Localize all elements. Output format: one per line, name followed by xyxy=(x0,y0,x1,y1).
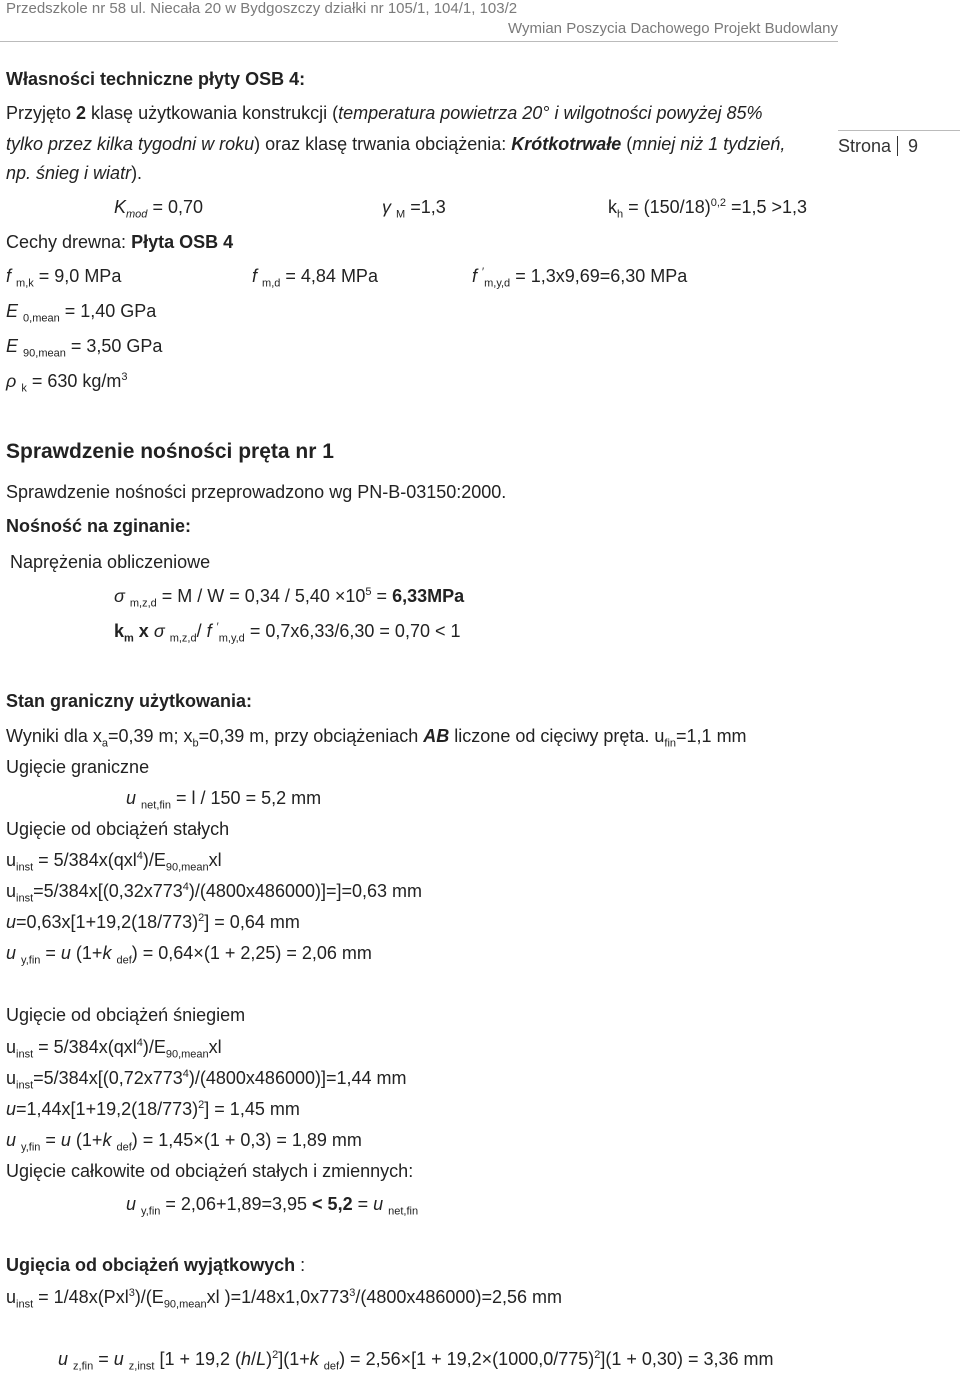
density-value: ρ $_k$ = 630 $kg/m^3$ xyxy=(6,371,128,395)
header-project-title: Wymian Poszycia Dachowego Projekt Budowlany xyxy=(507,20,838,37)
page-label: Strona xyxy=(838,136,892,156)
permanent-ufin-calc: u $_{y,fin}$ = u (1+k $_{def}$) = 0,64×(1 + 2,25) = 2,06 mm xyxy=(6,943,372,967)
kmod-formula: $K_{mod} = 0,70$ xyxy=(114,197,203,221)
bending-check-formula: $k_m$ x σ $_{m,z,d}$/ f ′$_{m,y,d}$ = 0,7x6,33/6,30 = 0,70 < 1 xyxy=(114,621,461,645)
e0-mean-value: E $_{0,mean}$ = 1,40 GPa xyxy=(6,301,157,325)
e90-mean-value: E $_{90,mean}$ = 3,50 GPa xyxy=(6,336,163,360)
results-line: Wyniki dla $x_a=0,39$ m; $x_b=0,39$ m, przy obciążeniach AB liczone od cięciwy pręta. $u_{fin}=1,1$ mm xyxy=(6,726,747,750)
page-number-value: 9 xyxy=(897,136,918,156)
exceptional-ufin-calc: u $_{z,fin}$ = u $_{z,inst}$ [1 + 19,2 $(h/L)^2](1+k$ $_{def}) = 2,56\times[1 + 19,2\times(1000,0/775)^2](1 + 0,30) = 3,36$ mm xyxy=(58,1349,774,1373)
gamma-formula: γ $_M$ =1,3 xyxy=(382,197,446,221)
permanent-uinst-formula: $u_{inst} = 5/384x(qxl^4)/E_{90,mean}xl$ xyxy=(6,850,222,874)
wood-properties-label: Cechy drewna: Płyta OSB 4 xyxy=(6,232,234,252)
header-document-title: Przedszkole nr 58 ul. Niecała 20 w Bydgoszczy działki nr 105/1, 104/1, 103/2 xyxy=(6,0,518,17)
header-divider xyxy=(0,41,838,42)
permanent-uinst-calc: $u_{inst}=5/384x[(0,32x773^4)/(4800x486000)]=]=0,63$ mm xyxy=(6,881,423,905)
bending-heading: Nośność na zginanie: xyxy=(6,516,192,536)
total-deflection-check: u $_{y,fin}$ = 2,06+1,89=3,95 < 5,2 = u $_{net,fin}$ xyxy=(126,1194,419,1218)
exceptional-deflection-label: Ugięcia od obciążeń wyjątkowych : xyxy=(6,1255,306,1275)
total-deflection-label: Ugięcie całkowite od obciążeń stałych i zmiennych: xyxy=(6,1161,414,1181)
sigma-formula: σ $_{m,z,d} = M / W = 0,34 / 5,40 \times 10^5 = 6,33MPa$ xyxy=(114,586,465,610)
osb-paragraph-line3: np. śnieg i wiatr). xyxy=(6,163,143,183)
snow-uinst-formula: $u_{inst} = 5/384x(qxl^4)/E_{90,mean}xl$ xyxy=(6,1037,222,1061)
fmd-value: f $_{m,d}$ = 4,84 MPa xyxy=(252,266,378,290)
exceptional-uinst-calc: $u_{inst} = 1/48x(Pxl^3)/(E_{90,mean}xl$ )$=1/48x1,0x773^3/(4800x486000)=2,56$ mm xyxy=(6,1287,562,1311)
limit-deflection-label: Ugięcie graniczne xyxy=(6,757,150,777)
snow-u-calc: $u=1,44x[1+19,2(18/773)^2] = 1,45$ mm xyxy=(6,1099,300,1119)
norm-statement: Sprawdzenie nośności przeprowadzono wg PN-B-03150:2000. xyxy=(6,482,507,502)
permanent-deflection-label: Ugięcie od obciążeń stałych xyxy=(6,819,230,839)
snow-ufin-calc: u $_{y,fin}$ = u (1+k $_{def}$) = 1,45×(1 + 0,3) = 1,89 mm xyxy=(6,1130,362,1154)
osb-heading: Własności techniczne płyty OSB 4: xyxy=(6,69,306,89)
fmyd-value: f ′$_{m,y,d}$ = 1,3x9,69=6,30 MPa xyxy=(472,266,688,290)
unet-formula: u $_{net,fin}$ = l / 150 = 5,2 mm xyxy=(126,788,322,812)
section-heading-capacity: Sprawdzenie nośności pręta nr 1 xyxy=(6,440,334,463)
page-number-divider xyxy=(838,130,960,131)
osb-paragraph-line1: Przyjęto 2 klasę użytkowania konstrukcji (temperatura powietrza 20° i wilgotności powyżej 85% xyxy=(6,103,763,123)
snow-deflection-label: Ugięcie od obciążeń śniegiem xyxy=(6,1005,246,1025)
kh-formula: $k_h = (150/18)^{0,2} =1,5 >1,3$ xyxy=(608,197,808,221)
permanent-u-calc: $u=0,63x[1+19,2(18/773)^2] = 0,64$ mm xyxy=(6,912,300,932)
sls-heading: Stan graniczny użytkowania: xyxy=(6,691,253,711)
page-number xyxy=(838,136,918,157)
snow-uinst-calc: $u_{inst}=5/384x[(0,72x773^4)/(4800x486000)]=1,44$ mm xyxy=(6,1068,407,1092)
osb-paragraph-line2: tylko przez kilka tygodni w roku) oraz klasę trwania obciążenia: Krótkotrwałe (mniej niż 1 tydzień, xyxy=(6,134,786,154)
fmk-value: f $_{m,k}$ = 9,0 MPa xyxy=(6,266,122,290)
design-stresses-label: Naprężenia obliczeniowe xyxy=(10,552,211,572)
